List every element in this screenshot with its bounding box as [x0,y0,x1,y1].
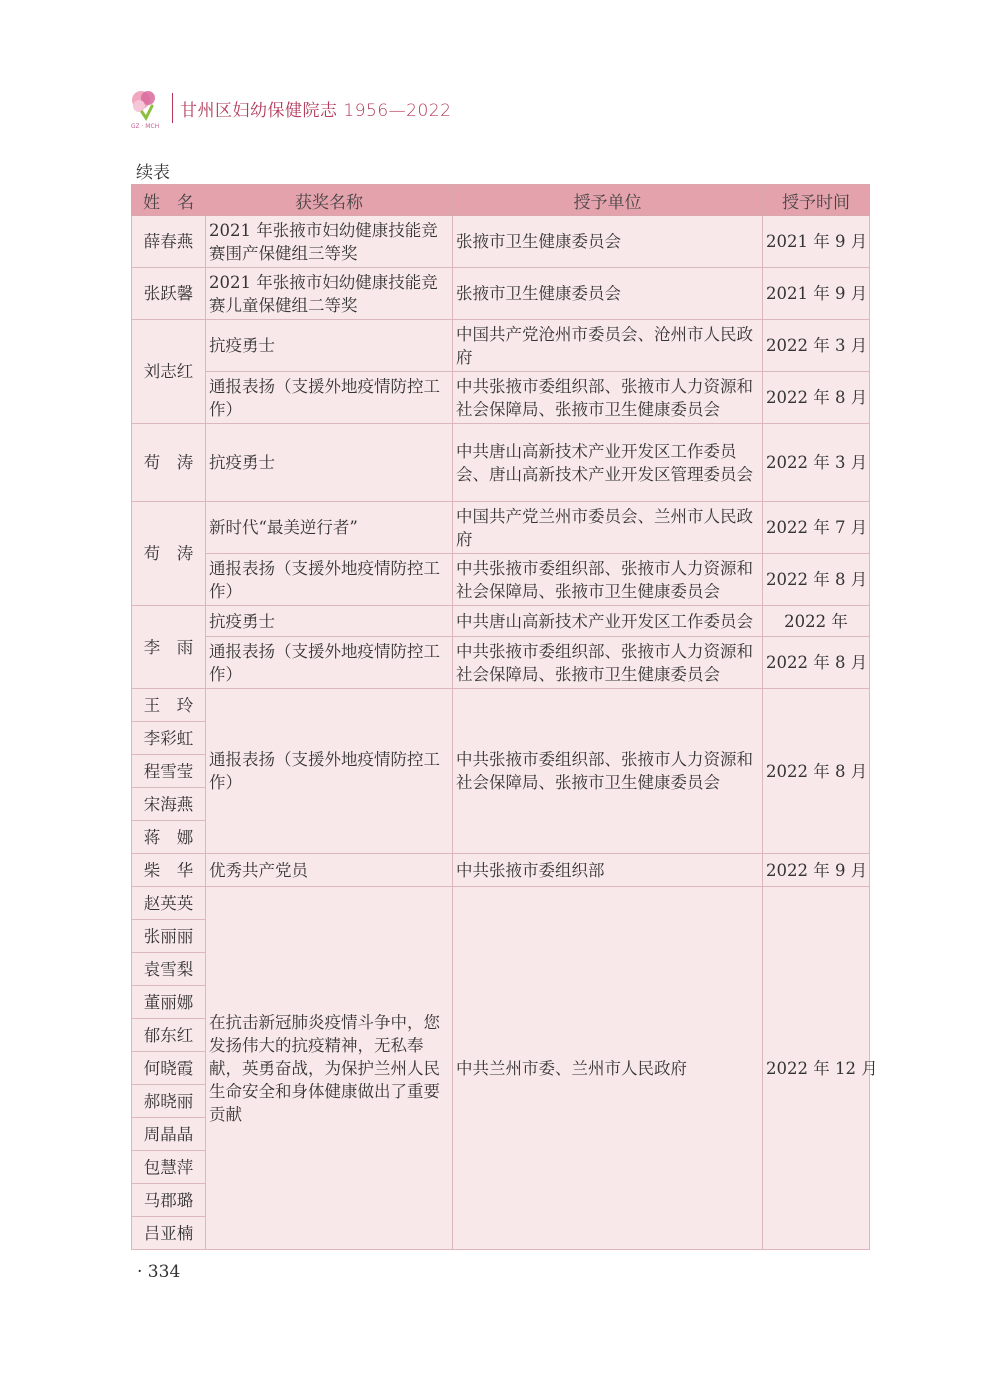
table-row [132,637,870,689]
granting-unit: 中共张掖市委组织部、张掖市人力资源和社会保障局、张掖市卫生健康委员会 [453,554,763,606]
award-date: 2021 年 9 月 [763,268,870,320]
recipient-name: 郝晓丽 [132,1085,206,1118]
granting-unit: 中国共产党兰州市委员会、兰州市人民政府 [453,502,763,554]
recipient-name: 马郡璐 [132,1184,206,1217]
award-date: 2022 年 8 月 [763,554,870,606]
recipient-name: 柴 华 [132,854,206,887]
recipient-name: 苟 涛 [132,502,206,606]
continued-label: 续表 [136,163,170,183]
table-row [132,554,870,606]
recipient-name: 赵英英 [132,887,206,920]
recipient-name: 宋海燕 [132,788,206,821]
awards-table [131,184,878,1250]
recipient-name: 苟 涛 [132,424,206,502]
award-name: 在抗击新冠肺炎疫情斗争中，您发扬伟大的抗疫精神，无私奉献，英勇奋战，为保护兰州人民生命安全和身体健康做出了重要贡献 [206,887,453,1250]
recipient-name: 郁东红 [132,1019,206,1052]
award-name: 通报表扬（支援外地疫情防控工作） [206,689,453,854]
granting-unit: 中共张掖市委组织部、张掖市人力资源和社会保障局、张掖市卫生健康委员会 [453,637,763,689]
award-date: 2022 年 7 月 [763,502,870,554]
granting-unit: 张掖市卫生健康委员会 [453,216,763,268]
recipient-name: 刘志红 [132,320,206,424]
col-header-name: 姓 名 [132,185,206,216]
recipient-name: 袁雪梨 [132,953,206,986]
col-header-unit: 授予单位 [453,185,763,216]
recipient-name: 张丽丽 [132,920,206,953]
book-title: 甘州区妇幼保健院志 1956—2022 [180,100,452,121]
recipient-name: 董丽娜 [132,986,206,1019]
award-date: 2022 年 9 月 [763,854,870,887]
recipient-name: 蒋 娜 [132,821,206,854]
award-name: 通报表扬（支援外地疫情防控工作） [206,637,453,689]
award-date: 2022 年 12 月 [763,887,870,1250]
award-name: 2021 年张掖市妇幼健康技能竞赛儿童保健组二等奖 [206,268,453,320]
table-row [132,372,870,424]
svg-text:GZ · MCH: GZ · MCH [130,123,160,130]
granting-unit: 中共张掖市委组织部、张掖市人力资源和社会保障局、张掖市卫生健康委员会 [453,689,763,854]
table-row [132,502,870,554]
recipient-name: 程雪莹 [132,755,206,788]
granting-unit: 中共张掖市委组织部 [453,854,763,887]
award-date: 2022 年 8 月 [763,372,870,424]
award-name: 通报表扬（支援外地疫情防控工作） [206,554,453,606]
award-name: 2021 年张掖市妇幼健康技能竞赛围产保健组三等奖 [206,216,453,268]
recipient-name: 薛春燕 [132,216,206,268]
col-header-award: 获奖名称 [206,185,453,216]
award-date: 2021 年 9 月 [763,216,870,268]
header-divider [172,93,173,123]
table-row [132,268,870,320]
recipient-name: 周晶晶 [132,1118,206,1151]
award-name: 抗疫勇士 [206,424,453,502]
award-date: 2022 年 3 月 [763,320,870,372]
table-header-row [132,185,870,216]
page-header [128,86,451,130]
table-row [132,320,870,372]
granting-unit: 中国共产党沧州市委员会、沧州市人民政府 [453,320,763,372]
award-name: 抗疫勇士 [206,606,453,637]
table-row [132,689,870,722]
granting-unit: 中共兰州市委、兰州市人民政府 [453,887,763,1250]
award-date: 2022 年 [763,606,870,637]
award-name: 优秀共产党员 [206,854,453,887]
granting-unit: 中共张掖市委组织部、张掖市人力资源和社会保障局、张掖市卫生健康委员会 [453,372,763,424]
award-name: 新时代“最美逆行者” [206,502,453,554]
granting-unit: 中共唐山高新技术产业开发区工作委员会 [453,606,763,637]
recipient-name: 李 雨 [132,606,206,689]
award-date: 2022 年 3 月 [763,424,870,502]
granting-unit: 中共唐山高新技术产业开发区工作委员会、唐山高新技术产业开发区管理委员会 [453,424,763,502]
award-date: 2022 年 8 月 [763,637,870,689]
recipient-name: 张跃馨 [132,268,206,320]
recipient-name: 王 玲 [132,689,206,722]
recipient-name: 何晓霞 [132,1052,206,1085]
award-name: 抗疫勇士 [206,320,453,372]
award-date: 2022 年 8 月 [763,689,870,854]
table-row [132,606,870,637]
table-row [132,424,870,502]
table-row [132,887,870,920]
granting-unit: 张掖市卫生健康委员会 [453,268,763,320]
recipient-name: 包慧萍 [132,1151,206,1184]
col-header-time: 授予时间 [763,185,870,216]
logo-icon [128,86,162,130]
table-row [132,854,870,887]
recipient-name: 吕亚楠 [132,1217,206,1250]
page-number: · 334 [137,1262,181,1282]
award-name: 通报表扬（支援外地疫情防控工作） [206,372,453,424]
recipient-name: 李彩虹 [132,722,206,755]
table-row [132,216,870,268]
